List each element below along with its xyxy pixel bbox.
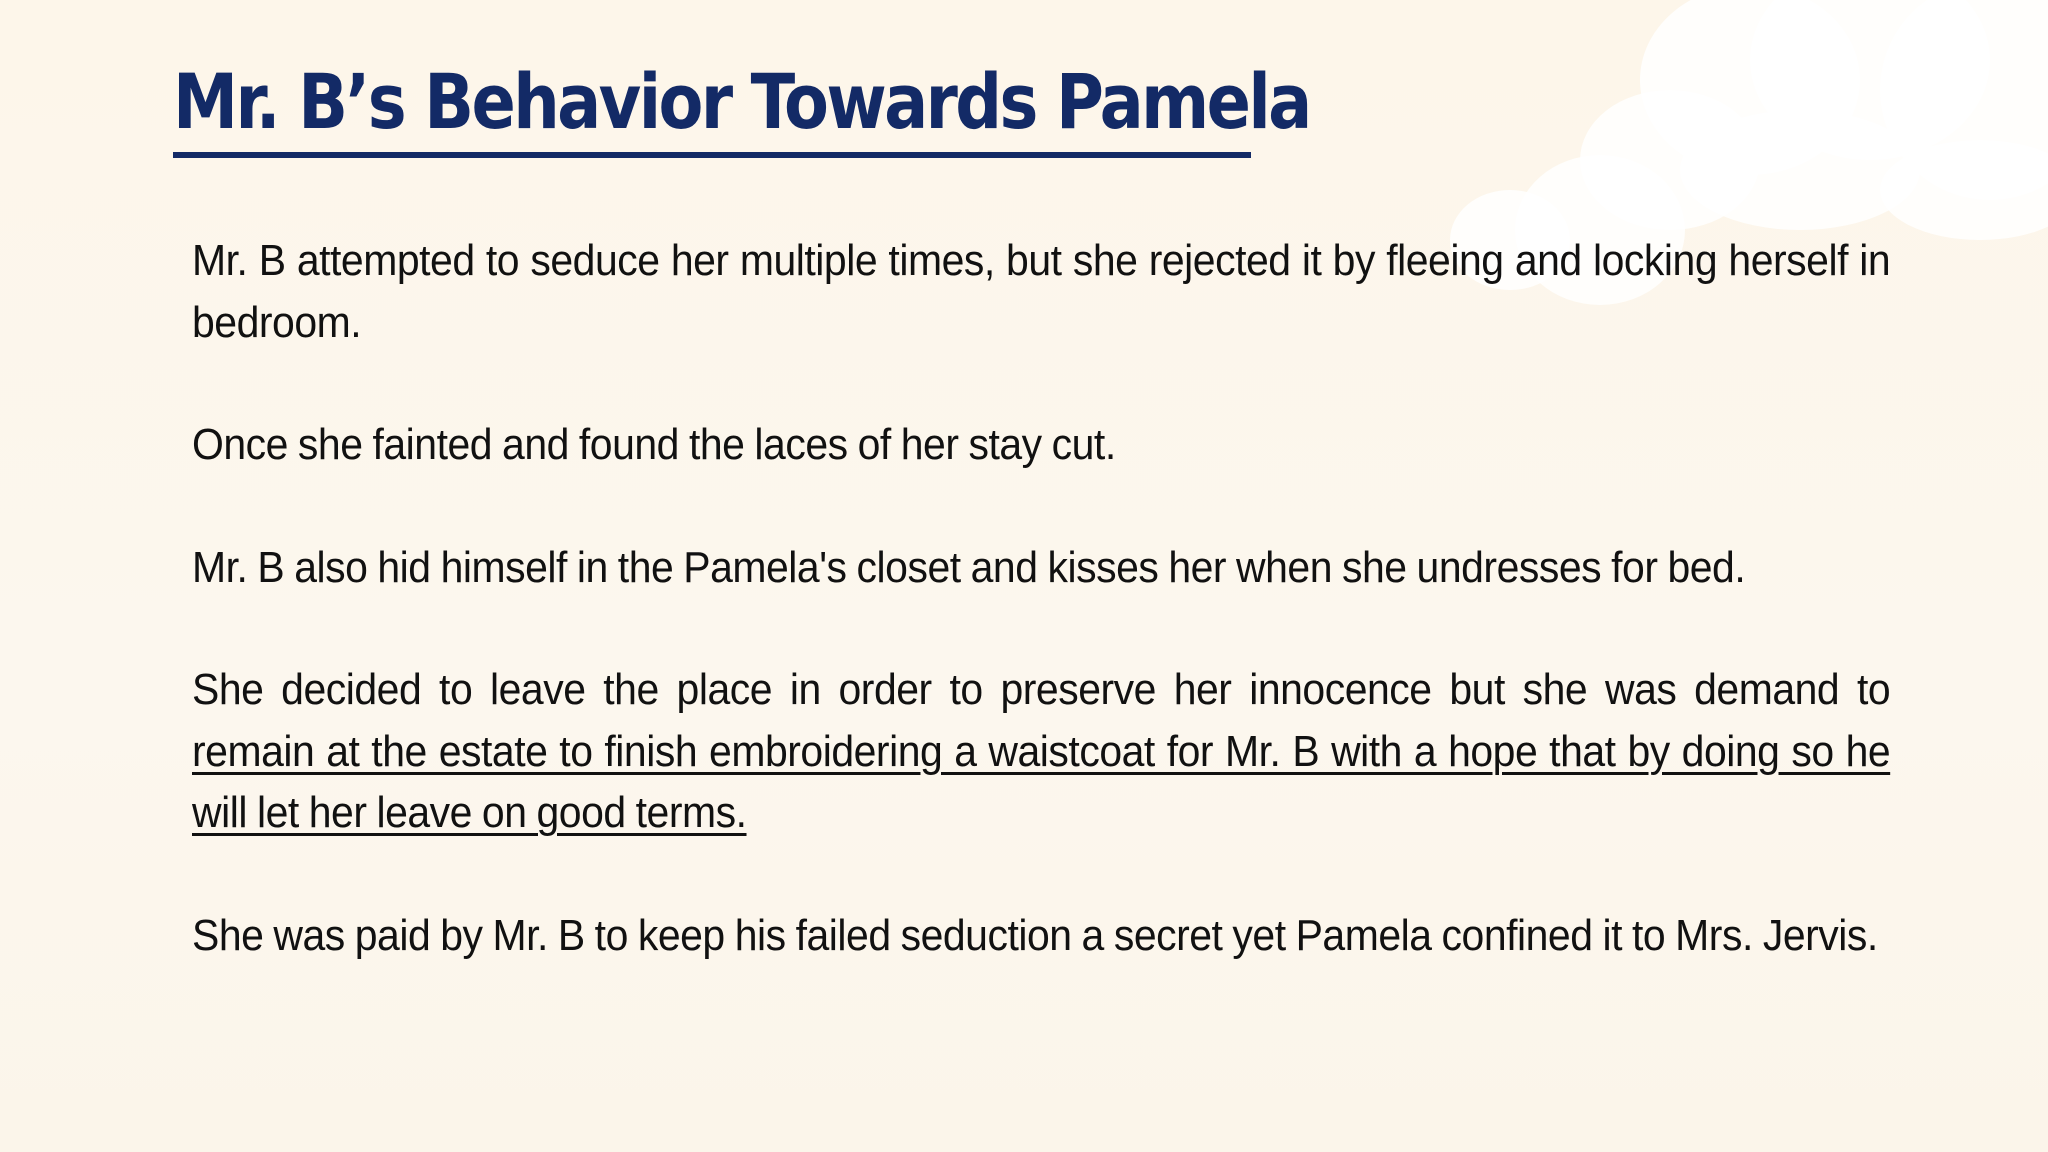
slide-body — [192, 230, 1890, 1027]
paragraph-paid-secret: She was paid by Mr. B to keep his failed seduction a secret yet Pamela confined it to Mrs. Jervis. — [192, 910, 1878, 960]
paragraph-fainted: Once she fainted and found the laces of her stay cut. — [192, 420, 1116, 469]
title-underline — [173, 152, 1251, 158]
slide-title: Mr. B’s Behavior Towards Pamela — [173, 57, 1310, 146]
paragraph-seduction-attempts: Mr. B attempted to seduce her multiple times, but she rejected it by fleeing and locking herself in bedroom. — [192, 236, 1891, 347]
paragraph-closet: Mr. B also hid himself in the Pamela's closet and kisses her when she undresses for bed. — [192, 542, 1746, 592]
paragraph-leave-decision — [192, 659, 1890, 844]
paragraph-leave-underlined-text: remain at the estate to finish embroidering a waistcoat for Mr. B with a hope that by doing so he will let her leave on good terms. — [192, 726, 1891, 837]
paragraph-leave-plain-text: She decided to leave the place in order to preserve her innocence but she was demand to — [192, 665, 1891, 714]
